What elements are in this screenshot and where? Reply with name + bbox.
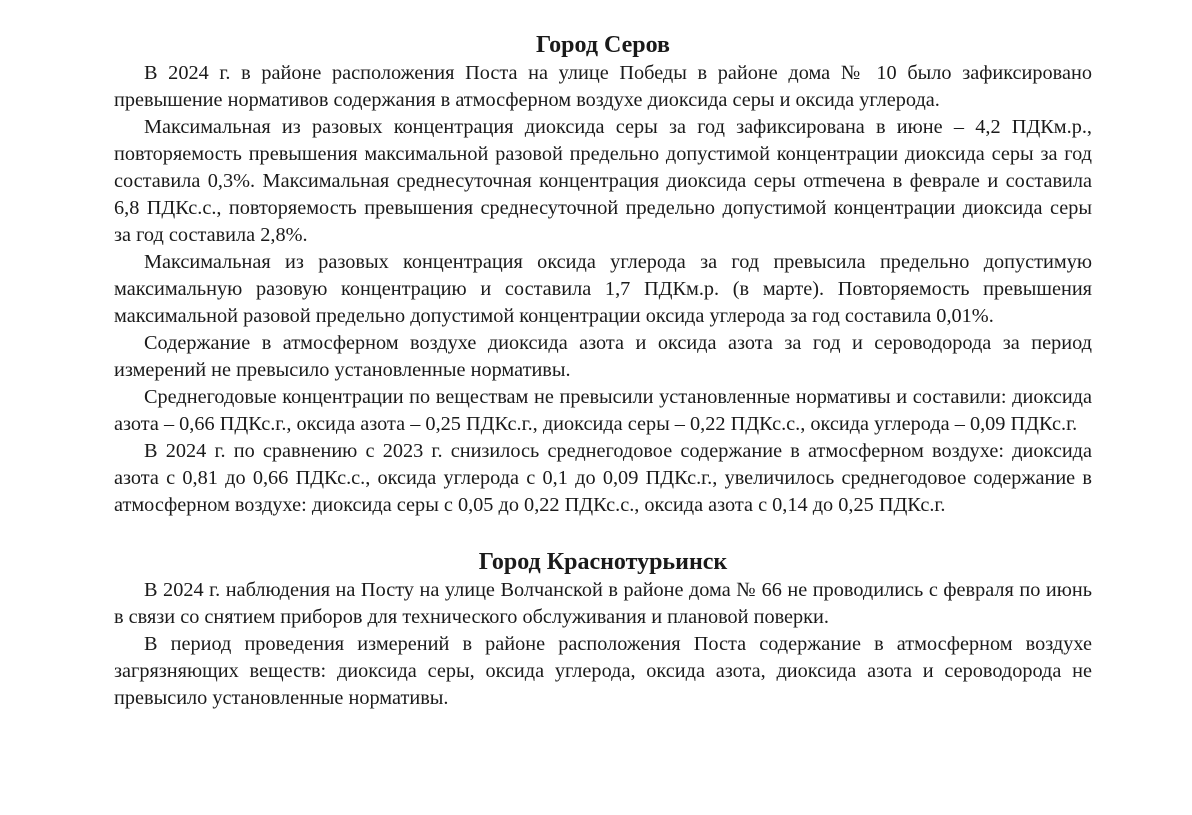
paragraph: В период проведения измерений в районе расположения Поста содержание в атмосферном воздухе загрязняющих веществ: диоксида серы, оксида углерода, оксида азота, диоксида азота и сероводорода не превысило установленные нормативы. [114,633,1092,709]
paragraph: Максимальная из разовых концентрация диоксида серы за год зафиксирована в июне – 4,2 ПДКм.р., повторяемость превышения максимальной разовой предельно допустимой концентрации диоксида серы за год составила 0,3%. Максимальная среднесуточная концентрация диоксида серы отmечена в феврале и составила 6,8 ПДКс.с., повторяемость превышения среднесуточной предельно допустимой концентрации диоксида серы за год составила 2,8%. [114,116,1092,246]
section-serov [114,30,1092,519]
paragraph: Среднегодовые концентрации по веществам не превысили установленные нормативы и составили: диоксида азота – 0,66 ПДКс.г., оксида азота – 0,25 ПДКс.г., диоксида серы – 0,22 ПДКс.с., оксида углерода – 0,09 ПДКс.г. [114,386,1092,435]
paragraph: Максимальная из разовых концентрация оксида углерода за год превысила предельно допустимую максимальную разовую концентрацию и составила 1,7 ПДКм.р. (в марте). Повторяемость превышения максимальной разовой предельно допустимой концентрации оксида углерода за год составила 0,01%. [114,251,1092,327]
paragraph: В 2024 г. в районе расположения Поста на улице Победы в районе дома № 10 было зафиксировано превышение нормативов содержания в атмосферном воздухе диоксида серы и оксида углерода. [114,62,1092,111]
paragraph: В 2024 г. наблюдения на Посту на улице Волчанской в районе дома № 66 не проводились с февраля по июнь в связи со снятием приборов для технического обслуживания и плановой поверки. [114,579,1092,628]
paragraph: В 2024 г. по сравнению с 2023 г. снизилось среднегодовое содержание в атмосферном воздухе: диоксида азота с 0,81 до 0,66 ПДКс.с., оксида углерода с 0,1 до 0,09 ПДКс.г., увеличилось среднегодовое содержание в атмосферном воздухе: диоксида серы с 0,05 до 0,22 ПДКс.с., оксида азота с 0,14 до 0,25 ПДКс.г. [114,440,1092,516]
section-krasnoturinsk [114,547,1092,712]
paragraph: Содержание в атмосферном воздухе диоксида азота и оксида азота за год и сероводорода за период измерений не превысило установленные нормативы. [114,332,1092,381]
section-title: Город Краснотурьинск [478,549,728,575]
section-title: Город Серов [536,32,670,58]
